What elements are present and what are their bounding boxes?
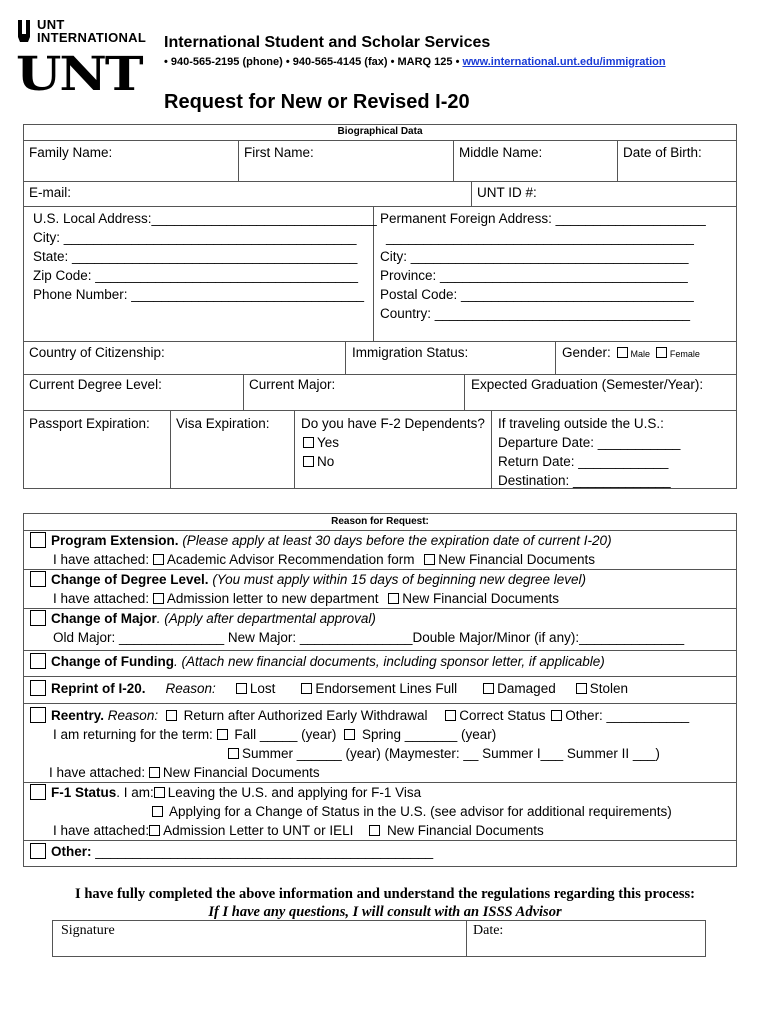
degree-level-row: Change of Degree Level. (You must apply within 15 days of beginning new degree level) — [51, 572, 587, 587]
f2-no-label: No — [317, 454, 335, 469]
departure-date-field[interactable]: Departure Date: ___________ — [498, 435, 681, 450]
us-city-field[interactable]: City: _______________________________________ — [33, 230, 357, 245]
perm-address-line2[interactable]: _________________________________________ — [386, 230, 694, 245]
program-extension-attached: I have attached: Academic Advisor Recommendation form New Financial Documents — [53, 552, 596, 567]
gender-label: Gender: — [562, 345, 611, 360]
damaged-checkbox[interactable] — [483, 683, 494, 694]
program-extension-title: Program Extension. — [51, 533, 179, 548]
f2-yes-checkbox[interactable] — [303, 437, 314, 448]
degree-level-checkbox[interactable] — [30, 571, 46, 587]
contact-line — [164, 56, 666, 68]
signature-box — [52, 920, 706, 957]
f2-yes-option[interactable] — [303, 433, 339, 452]
unt-international-logo-text: UNT INTERNATIONAL — [37, 17, 147, 45]
reentry-other-checkbox[interactable] — [551, 710, 562, 721]
program-extension-row — [51, 531, 612, 550]
date-of-birth-field[interactable]: Date of Birth: — [623, 145, 702, 160]
reentry-summer-row: Summer ______ (year) (Maymester: __ Summer I___ Summer II ___) — [228, 744, 660, 763]
current-major-field[interactable]: Current Major: — [249, 377, 336, 392]
unt-logo: UNT — [16, 46, 142, 102]
male-label: Male — [630, 349, 651, 359]
immigration-status-field[interactable]: Immigration Status: — [352, 345, 469, 360]
stolen-checkbox[interactable] — [576, 683, 587, 694]
first-name-field[interactable]: First Name: — [244, 145, 314, 160]
signature-field[interactable]: Signature — [61, 923, 115, 938]
degree-level-attached: I have attached: Admission letter to new department New Financial Documents — [53, 591, 560, 606]
reentry-row: Reentry. Reason: Return after Authorized Early Withdrawal Correct Status Other: ___________ — [51, 708, 690, 723]
degree-financial-docs-checkbox[interactable] — [388, 593, 399, 604]
program-extension-checkbox[interactable] — [30, 532, 46, 548]
f1-attached-row: I have attached: Admission Letter to UNT or IELI New Financial Documents — [53, 823, 544, 838]
completion-statement: I have fully completed the above information and understand the regulations regarding this process: — [75, 886, 695, 902]
male-checkbox[interactable] — [617, 347, 628, 358]
female-checkbox[interactable] — [656, 347, 667, 358]
change-major-fields[interactable]: Old Major: ______________ New Major: _______________Double Major/Minor (if any):______________ — [53, 630, 685, 645]
f2-no-checkbox[interactable] — [303, 456, 314, 467]
program-extension-note: (Please apply at least 30 days before the expiration date of current I-20) — [182, 533, 612, 548]
unt-id-field[interactable]: UNT ID #: — [477, 185, 537, 200]
destination-field[interactable]: Destination: _____________ — [498, 473, 671, 488]
perm-city-field[interactable]: City: _____________________________________ — [380, 249, 689, 264]
summer-checkbox[interactable] — [228, 748, 239, 759]
endorsement-checkbox[interactable] — [301, 683, 312, 694]
correct-status-checkbox[interactable] — [445, 710, 456, 721]
early-withdrawal-checkbox[interactable] — [166, 710, 177, 721]
advisor-form-checkbox[interactable] — [153, 554, 164, 565]
unt-logo-mark-icon — [17, 20, 33, 42]
f2-no-option[interactable] — [303, 452, 334, 471]
date-field[interactable]: Date: — [473, 923, 504, 938]
us-address-field[interactable]: U.S. Local Address:______________________________ — [33, 211, 377, 226]
spring-checkbox[interactable] — [344, 729, 355, 740]
middle-name-field[interactable]: Middle Name: — [459, 145, 543, 160]
bio-section-title: Biographical Data — [337, 126, 423, 137]
perm-postal-field[interactable]: Postal Code: _______________________________ — [380, 287, 694, 302]
other-checkbox[interactable] — [30, 843, 46, 859]
citizenship-field[interactable]: Country of Citizenship: — [29, 345, 165, 360]
perm-province-field[interactable]: Province: _________________________________ — [380, 268, 688, 283]
f2-yes-label: Yes — [317, 435, 340, 450]
change-funding-row: Change of Funding. (Attach new financial documents, including sponsor letter, if applicable) — [51, 654, 605, 669]
website-link[interactable]: www.international.unt.edu/immigration — [462, 56, 666, 68]
travel-title: If traveling outside the U.S.: — [498, 416, 664, 431]
email-field[interactable]: E-mail: — [29, 185, 72, 200]
return-date-field[interactable]: Return Date: ____________ — [498, 454, 669, 469]
other-row[interactable]: Other: _____________________________________________ — [51, 844, 434, 859]
change-status-checkbox[interactable] — [152, 806, 163, 817]
perm-address-field[interactable]: Permanent Foreign Address: ____________________ — [380, 211, 706, 226]
fall-checkbox[interactable] — [217, 729, 228, 740]
consult-statement: If I have any questions, I will consult with an ISSS Advisor — [208, 904, 562, 920]
family-name-field[interactable]: Family Name: — [29, 145, 113, 160]
perm-country-field[interactable]: Country: __________________________________ — [380, 306, 691, 321]
reprint-row: Reprint of I-20. Reason: Lost Endorsement Lines Full Damaged Stolen — [51, 681, 628, 696]
form-title: Request for New or Revised I-20 — [164, 91, 470, 113]
office-title: International Student and Scholar Services — [164, 34, 491, 51]
f1-status-checkbox[interactable] — [30, 784, 46, 800]
f1-financial-checkbox[interactable] — [369, 825, 380, 836]
reentry-checkbox[interactable] — [30, 707, 46, 723]
reentry-financial-checkbox[interactable] — [149, 767, 160, 778]
female-label: Female — [669, 349, 700, 359]
change-major-checkbox[interactable] — [30, 610, 46, 626]
reentry-attached-row: I have attached: New Financial Documents — [49, 765, 320, 780]
us-zip-field[interactable]: Zip Code: ___________________________________ — [33, 268, 359, 283]
reason-section-title: Reason for Request: — [331, 516, 429, 527]
reprint-checkbox[interactable] — [30, 680, 46, 696]
us-phone-field[interactable]: Phone Number: _______________________________ — [33, 287, 365, 302]
change-funding-checkbox[interactable] — [30, 653, 46, 669]
degree-level-field[interactable]: Current Degree Level: — [29, 377, 162, 392]
contact-text: • 940-565-2195 (phone) • 940-565-4145 (fax) • MARQ 125 • — [164, 56, 463, 68]
change-major-row: Change of Major. (Apply after departmental approval) — [51, 611, 376, 626]
expected-graduation-field[interactable]: Expected Graduation (Semester/Year): — [471, 377, 704, 392]
f1-status-row: F-1 Status. I am: Leaving the U.S. and applying for F-1 Visa — [51, 785, 422, 800]
reentry-term-row: I am returning for the term: Fall _____ (year) Spring _______ (year) — [53, 727, 497, 742]
f2-question: Do you have F-2 Dependents? — [301, 416, 485, 431]
us-state-field[interactable]: State: ______________________________________ — [33, 249, 358, 264]
financial-docs-checkbox[interactable] — [424, 554, 435, 565]
visa-expiration-field[interactable]: Visa Expiration: — [176, 416, 270, 431]
lost-checkbox[interactable] — [236, 683, 247, 694]
leaving-us-checkbox[interactable] — [154, 787, 165, 798]
f1-change-status-row: Applying for a Change of Status in the U.S. (see advisor for additional requirements) — [152, 802, 672, 821]
admission-letter-checkbox[interactable] — [153, 593, 164, 604]
gender-field — [562, 343, 700, 364]
passport-expiration-field[interactable]: Passport Expiration: — [29, 416, 150, 431]
admission-unt-checkbox[interactable] — [149, 825, 160, 836]
